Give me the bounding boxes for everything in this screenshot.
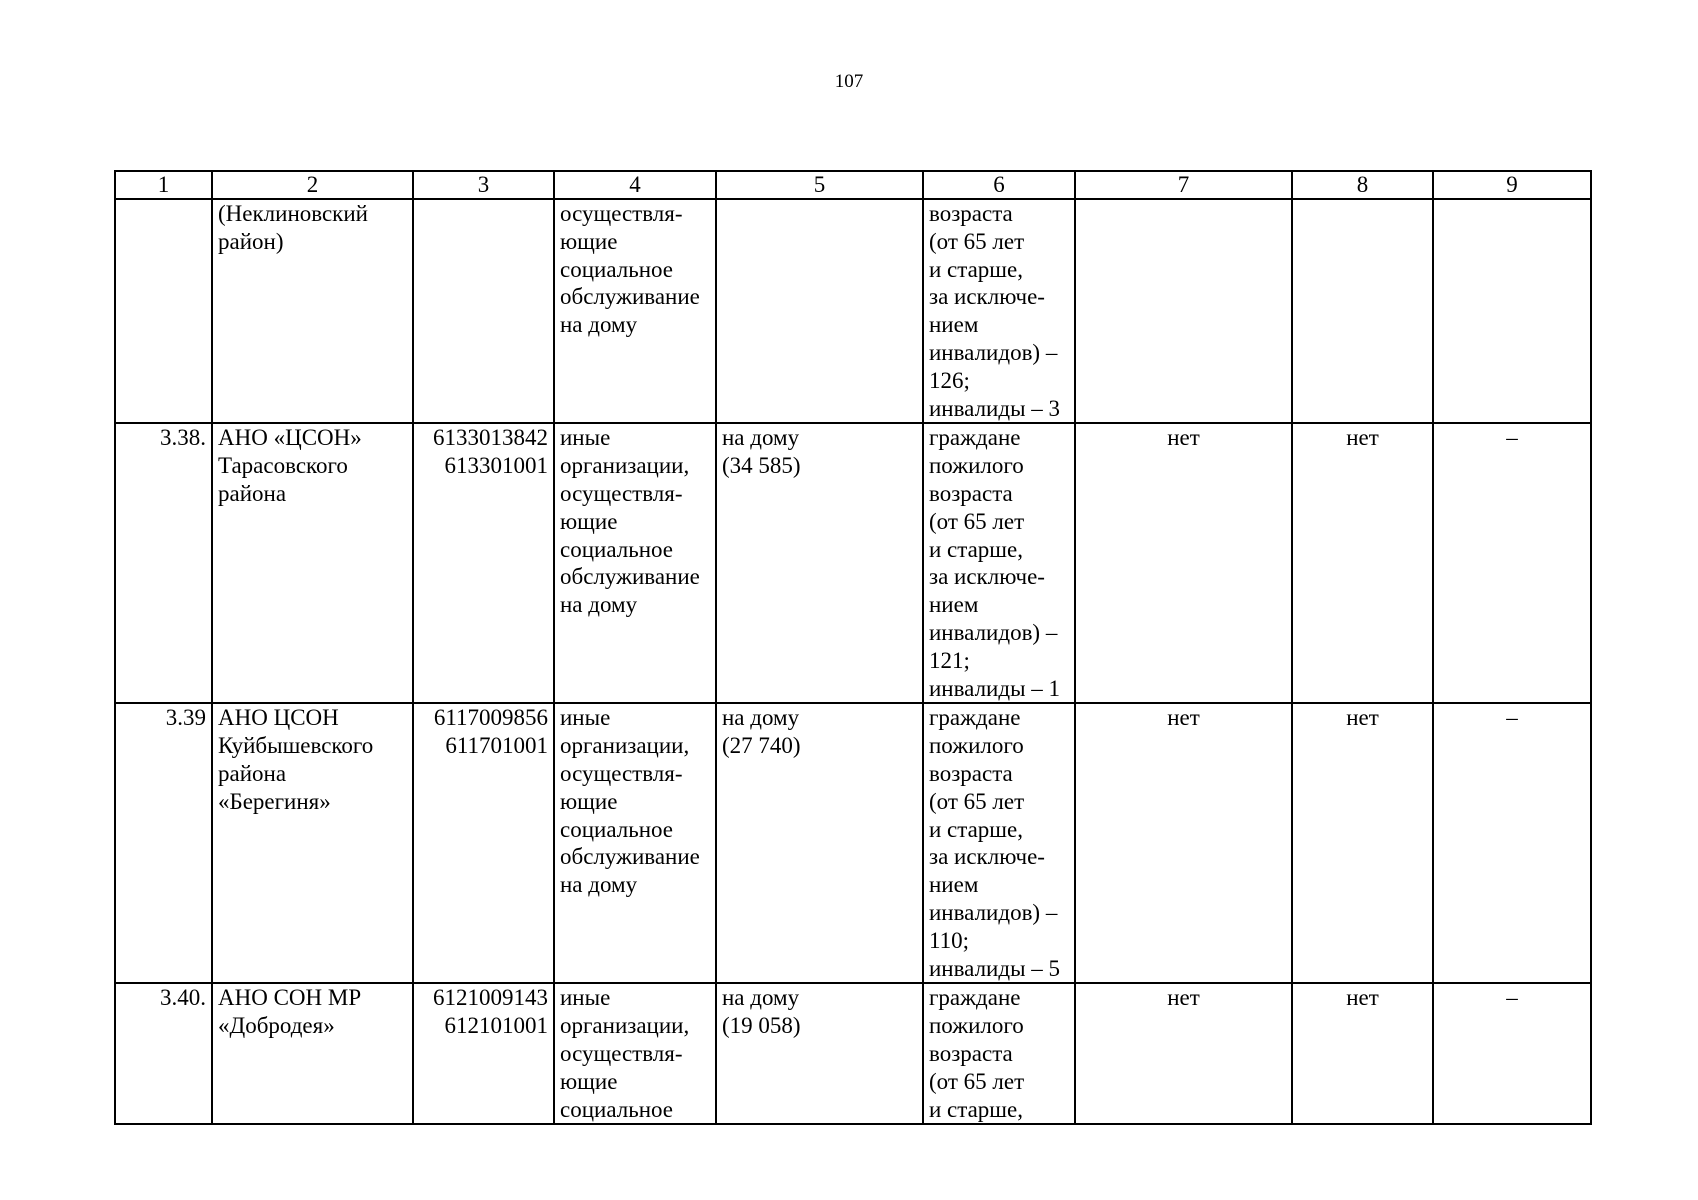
recipients-cell xyxy=(923,199,1075,423)
organization-type-line: ющие xyxy=(560,228,618,254)
column-header: 3 xyxy=(413,171,554,199)
kpp-code: 611701001 xyxy=(445,733,548,759)
organization-type-line: осуществля- xyxy=(560,760,683,786)
organization-name-line: района xyxy=(218,760,287,786)
organization-type-cell xyxy=(554,703,716,983)
recipients-line: инвалиды – 5 xyxy=(929,955,1061,981)
recipients-line: возраста xyxy=(929,480,1013,506)
recipients-line: нием xyxy=(929,592,979,618)
recipients-line: инвалидов) – xyxy=(929,899,1058,925)
organization-type-cell xyxy=(554,983,716,1124)
service-form-cell xyxy=(716,423,923,703)
inn-code: 6133013842 xyxy=(433,425,548,451)
recipients-line: возраста xyxy=(929,201,1013,226)
page-number: 107 xyxy=(834,71,864,92)
column-9-cell: – xyxy=(1433,983,1591,1124)
recipients-line: нием xyxy=(929,872,979,898)
recipients-line: пожилого xyxy=(929,1013,1024,1039)
codes-cell xyxy=(413,199,554,423)
service-form-line: (19 058) xyxy=(722,1013,801,1039)
table-row xyxy=(115,199,1591,423)
organization-type-line: обслуживание xyxy=(560,844,700,870)
organization-name-line: района xyxy=(218,480,287,506)
organization-type-cell xyxy=(554,199,716,423)
recipients-line: инвалидов) – xyxy=(929,339,1058,365)
inn-code: 6121009143 xyxy=(433,985,548,1011)
codes-cell xyxy=(413,423,554,703)
organization-name-line: АНО «ЦСОН» xyxy=(218,425,362,451)
column-header: 7 xyxy=(1075,171,1292,199)
recipients-line: инвалидов) – xyxy=(929,619,1058,645)
recipients-line: 126; xyxy=(929,367,970,393)
column-8-cell: нет xyxy=(1292,703,1433,983)
recipients-line: и старше, xyxy=(929,256,1023,282)
kpp-code: 612101001 xyxy=(444,1013,548,1039)
recipients-cell xyxy=(923,983,1075,1124)
organization-type-line: осуществля- xyxy=(560,201,683,226)
recipients-line: (от 65 лет xyxy=(929,228,1025,254)
organization-name-line: АНО ЦСОН xyxy=(218,705,339,731)
column-header: 9 xyxy=(1433,171,1591,199)
recipients-line: граждане xyxy=(929,985,1021,1011)
column-8-cell: нет xyxy=(1292,983,1433,1124)
recipients-line: и старше, xyxy=(929,1096,1023,1122)
column-7-cell: нет xyxy=(1075,703,1292,983)
organization-type-line: на дому xyxy=(560,872,638,898)
column-header: 2 xyxy=(212,171,413,199)
organization-name-cell xyxy=(212,703,413,983)
recipients-line: 110; xyxy=(929,927,970,953)
recipients-line: и старше, xyxy=(929,816,1023,842)
organization-name-cell xyxy=(212,423,413,703)
recipients-line: (от 65 лет xyxy=(929,1068,1025,1094)
organization-name-cell xyxy=(212,199,413,423)
column-8-cell xyxy=(1292,199,1433,423)
service-form-line: на дому xyxy=(722,425,800,451)
service-form-cell xyxy=(716,199,923,423)
organization-type-line: ющие xyxy=(560,508,618,534)
organization-name-line: «Берегиня» xyxy=(218,788,331,814)
service-form-line: (27 740) xyxy=(722,733,801,759)
recipients-line: пожилого xyxy=(929,733,1024,759)
column-number-row xyxy=(115,171,1591,199)
organization-type-line: на дому xyxy=(560,592,638,618)
service-form-cell xyxy=(716,983,923,1124)
service-form-cell xyxy=(716,703,923,983)
recipients-line: и старше, xyxy=(929,536,1023,562)
column-header: 1 xyxy=(115,171,212,199)
organization-type-line: социальное xyxy=(560,1096,674,1122)
organization-type-line: социальное xyxy=(560,536,674,562)
column-header: 8 xyxy=(1292,171,1433,199)
organization-type-line: ющие xyxy=(560,1068,618,1094)
column-8-cell: нет xyxy=(1292,423,1433,703)
recipients-line: граждане xyxy=(929,705,1021,731)
recipients-line: возраста xyxy=(929,760,1013,786)
recipients-line: 121; xyxy=(929,647,970,673)
recipients-line: граждане xyxy=(929,425,1021,451)
table-row xyxy=(115,423,1591,703)
recipients-line: (от 65 лет xyxy=(929,788,1025,814)
organization-type-line: ющие xyxy=(560,788,618,814)
column-header: 5 xyxy=(716,171,923,199)
column-9-cell: – xyxy=(1433,423,1591,703)
codes-cell xyxy=(413,703,554,983)
organization-type-line: социальное xyxy=(560,816,674,842)
organization-type-line: организации, xyxy=(560,453,690,479)
organization-type-line: обслуживание xyxy=(560,564,700,590)
organization-type-line: на дому xyxy=(560,312,638,338)
recipients-line: за исключе- xyxy=(929,564,1045,590)
recipients-line: пожилого xyxy=(929,453,1024,479)
row-number-cell: 3.40. xyxy=(115,983,212,1124)
recipients-line: за исключе- xyxy=(929,284,1045,310)
recipients-line: за исключе- xyxy=(929,844,1045,870)
organization-type-line: обслуживание xyxy=(560,284,700,310)
column-header: 4 xyxy=(554,171,716,199)
organization-type-line: организации, xyxy=(560,733,690,759)
recipients-cell xyxy=(923,423,1075,703)
column-7-cell: нет xyxy=(1075,983,1292,1124)
organization-type-line: иные xyxy=(560,425,611,451)
codes-cell xyxy=(413,983,554,1124)
recipients-line: (от 65 лет xyxy=(929,508,1025,534)
recipients-cell xyxy=(923,703,1075,983)
service-form-line: на дому xyxy=(722,985,800,1011)
organization-type-line: осуществля- xyxy=(560,480,683,506)
organization-type-line: иные xyxy=(560,705,611,731)
row-number-cell: 3.39 xyxy=(115,703,212,983)
service-form-line: (34 585) xyxy=(722,453,801,479)
organization-name-line: (Неклиновский xyxy=(218,201,368,226)
row-number-cell xyxy=(115,199,212,423)
recipients-line: возраста xyxy=(929,1040,1013,1066)
kpp-code: 613301001 xyxy=(444,453,548,479)
organization-type-line: иные xyxy=(560,985,611,1011)
recipients-line: инвалиды – 3 xyxy=(929,395,1061,421)
column-7-cell: нет xyxy=(1075,423,1292,703)
services-table xyxy=(114,170,1592,1125)
organization-type-line: осуществля- xyxy=(560,1040,683,1066)
recipients-line: нием xyxy=(929,312,979,338)
organization-type-line: организации, xyxy=(560,1013,690,1039)
organization-name-cell xyxy=(212,983,413,1124)
table-row xyxy=(115,983,1591,1124)
column-header: 6 xyxy=(923,171,1075,199)
column-7-cell xyxy=(1075,199,1292,423)
organization-type-cell xyxy=(554,423,716,703)
organization-name-line: Тарасовского xyxy=(218,453,348,479)
organization-name-line: «Добродея» xyxy=(218,1013,335,1039)
organization-name-line: АНО СОН МР xyxy=(218,985,362,1011)
service-form-line: на дому xyxy=(722,705,800,731)
recipients-line: инвалиды – 1 xyxy=(929,675,1061,701)
inn-code: 6117009856 xyxy=(433,705,548,731)
column-9-cell xyxy=(1433,199,1591,423)
organization-name-line: Куйбышевского xyxy=(218,733,374,759)
row-number-cell: 3.38. xyxy=(115,423,212,703)
organization-type-line: социальное xyxy=(560,256,674,282)
column-9-cell: – xyxy=(1433,703,1591,983)
table-row xyxy=(115,703,1591,983)
organization-name-line: район) xyxy=(218,228,284,254)
